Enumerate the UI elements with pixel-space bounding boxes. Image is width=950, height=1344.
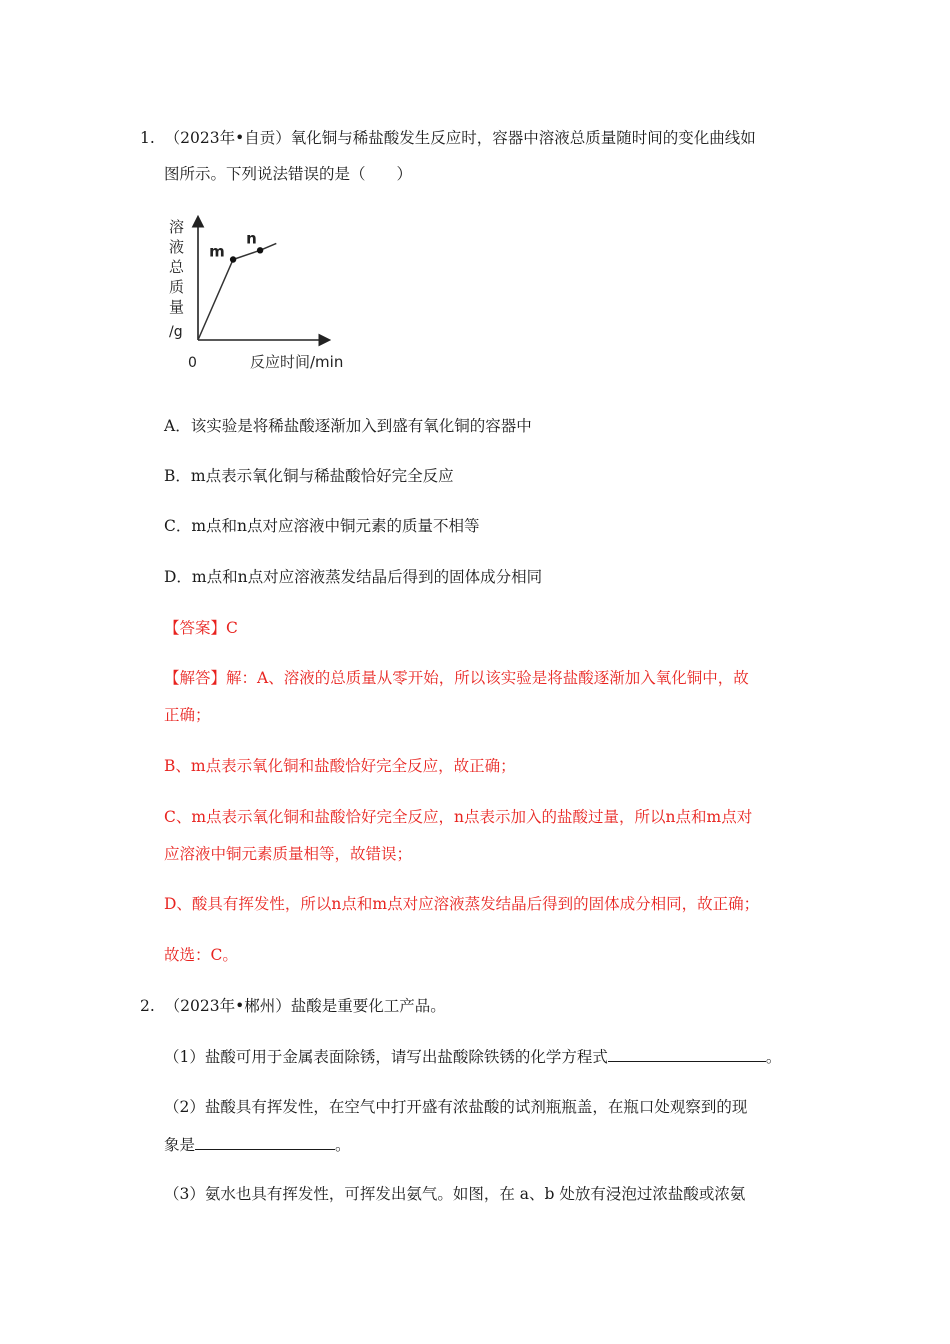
q2-sub1-text: （1）盐酸可用于金属表面除锈，请写出盐酸除铁锈的化学方程式	[164, 1048, 608, 1066]
q2-stem	[140, 996, 446, 1016]
q2-sub2-end: 。	[335, 1136, 351, 1154]
q1-option-d: D．m点和n点对应溶液蒸发结晶后得到的固体成分相同	[164, 568, 543, 586]
q2-sub2-line1: （2）盐酸具有挥发性，在空气中打开盛有浓盐酸的试剂瓶瓶盖，在瓶口处观察到的现	[164, 1098, 748, 1116]
q1-option-b: B．m点表示氧化铜与稀盐酸恰好完全反应	[164, 467, 454, 485]
point-m	[230, 256, 236, 262]
ylabel-unit: /g	[169, 324, 183, 340]
q1-option-a: A．该实验是将稀盐酸逐渐加入到盛有氧化铜的容器中	[164, 417, 532, 435]
q2-sub1-end: 。	[765, 1048, 782, 1066]
analysis-a: 解：A、溶液的总质量从零开始，所以该实验是将盐酸逐渐加入氧化铜中，故	[226, 669, 749, 687]
q2-sub1	[164, 1046, 781, 1067]
q1-analysis-line2: 正确；	[164, 706, 211, 724]
q1-analysis-line1	[164, 668, 749, 688]
point-m-label: m	[209, 242, 225, 261]
ylabel-char-4: 量	[169, 298, 185, 316]
ylabel-char-1: 液	[169, 238, 185, 256]
q1-stem-line1	[140, 128, 756, 148]
q1-analysis-c1: C、m点表示氧化铜和盐酸恰好完全反应，n点表示加入的盐酸过量，所以n点和m点对	[164, 808, 753, 826]
q2-sub3: （3）氨水也具有挥发性，可挥发出氨气。如图，在 a、b 处放有浸泡过浓盐酸或浓氨	[164, 1185, 746, 1203]
q1-analysis-final: 故选：C。	[164, 946, 238, 964]
origin-label: 0	[188, 355, 197, 371]
q1-analysis-d: D、酸具有挥发性，所以n点和m点对应溶液蒸发结晶后得到的固体成分相同，故正确；	[164, 895, 760, 913]
q1-number: 1.	[140, 129, 155, 147]
q2-sub2-blank[interactable]	[195, 1134, 335, 1150]
q2-stem-text: （2023年•郴州）盐酸是重要化工产品。	[164, 997, 446, 1015]
q1-chart	[160, 208, 360, 378]
q1-analysis-b: B、m点表示氧化铜和盐酸恰好完全反应，故正确；	[164, 757, 516, 775]
q2-sub2-line2	[164, 1134, 351, 1155]
point-n	[257, 247, 263, 253]
answer-value: C	[226, 619, 238, 637]
ylabel-char-2: 总	[169, 258, 185, 276]
q1-analysis-c2: 应溶液中铜元素质量相等，故错误；	[164, 845, 413, 863]
q1-stem-line2: 图所示。下列说法错误的是（ ）	[164, 165, 413, 183]
q2-sub2-text: 象是	[164, 1136, 196, 1154]
q2-sub1-blank[interactable]	[608, 1046, 766, 1062]
analysis-tag: 【解答】	[164, 669, 227, 687]
ylabel-char-3: 质	[169, 278, 185, 296]
ylabel-char-0: 溶	[169, 218, 185, 236]
q2-number: 2.	[140, 997, 155, 1015]
q1-option-c: C．m点和n点对应溶液中铜元素的质量不相等	[164, 517, 480, 535]
answer-tag: 【答案】	[164, 619, 227, 637]
q1-answer	[164, 618, 238, 638]
xlabel: 反应时间/min	[250, 353, 344, 371]
point-n-label: n	[246, 229, 257, 248]
q1-stem-text: （2023年•自贡）氧化铜与稀盐酸发生反应时，容器中溶液总质量随时间的变化曲线如	[164, 129, 756, 147]
